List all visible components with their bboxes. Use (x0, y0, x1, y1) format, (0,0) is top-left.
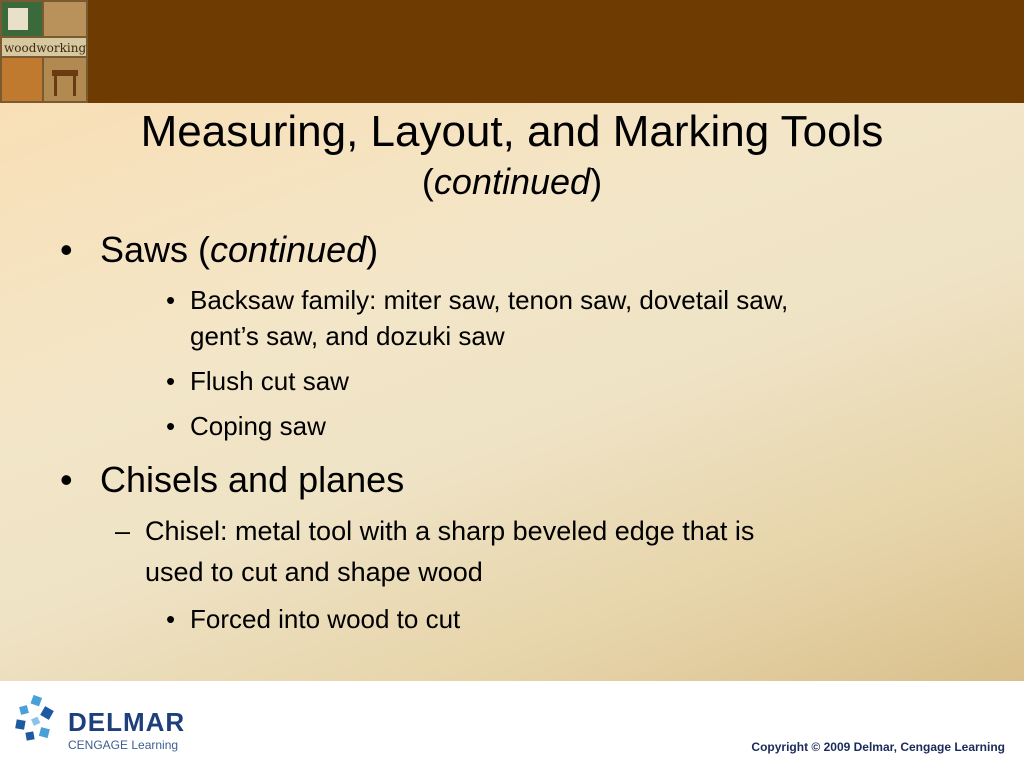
logo-sub-text: CENGAGE Learning (68, 738, 179, 752)
logo-main-text: DELMAR (68, 707, 186, 737)
copyright-text: Copyright © 2009 Delmar, Cengage Learning (751, 740, 1005, 754)
dash-bullet-icon: – (115, 516, 131, 546)
title-line-2 (0, 160, 1024, 204)
woodworking-thumbnail (0, 0, 88, 103)
saws-text: Saws ( (100, 229, 211, 270)
bullet-icon: • (166, 604, 176, 634)
slide-title (0, 104, 1024, 204)
bullet-icon: • (60, 229, 73, 270)
delmar-logo-icon (10, 694, 60, 744)
list-item-chisel-line2: used to cut and shape wood (145, 557, 483, 587)
svg-text:woodworking: woodworking (4, 41, 87, 55)
title-paren-open: ( (421, 161, 434, 202)
saws-continued: continued (210, 229, 367, 270)
list-item-backsaw-line1: Backsaw family: miter saw, tenon saw, dovetail saw, (190, 285, 789, 315)
list-item-flush-cut-saw: Flush cut saw (190, 366, 349, 396)
bullet-icon: • (166, 411, 176, 441)
delmar-logo (68, 708, 185, 752)
bullet-icon: • (166, 366, 176, 396)
saws-paren-close: ) (366, 229, 379, 270)
list-item-saws (100, 229, 378, 271)
list-item-chisel-line1: Chisel: metal tool with a sharp beveled edge that is (145, 516, 755, 546)
list-item-forced-into-wood: Forced into wood to cut (190, 604, 461, 634)
bullet-icon: • (166, 285, 176, 315)
list-item-backsaw-line2: gent’s saw, and dozuki saw (190, 321, 505, 351)
bullet-icon: • (60, 459, 73, 500)
title-paren-close: ) (590, 161, 603, 202)
title-line-1: Measuring, Layout, and Marking Tools (140, 107, 884, 156)
list-item-chisels-and-planes: Chisels and planes (100, 459, 405, 500)
header-bar (0, 0, 1024, 103)
list-item-coping-saw: Coping saw (190, 411, 326, 441)
title-continued: continued (433, 161, 591, 202)
